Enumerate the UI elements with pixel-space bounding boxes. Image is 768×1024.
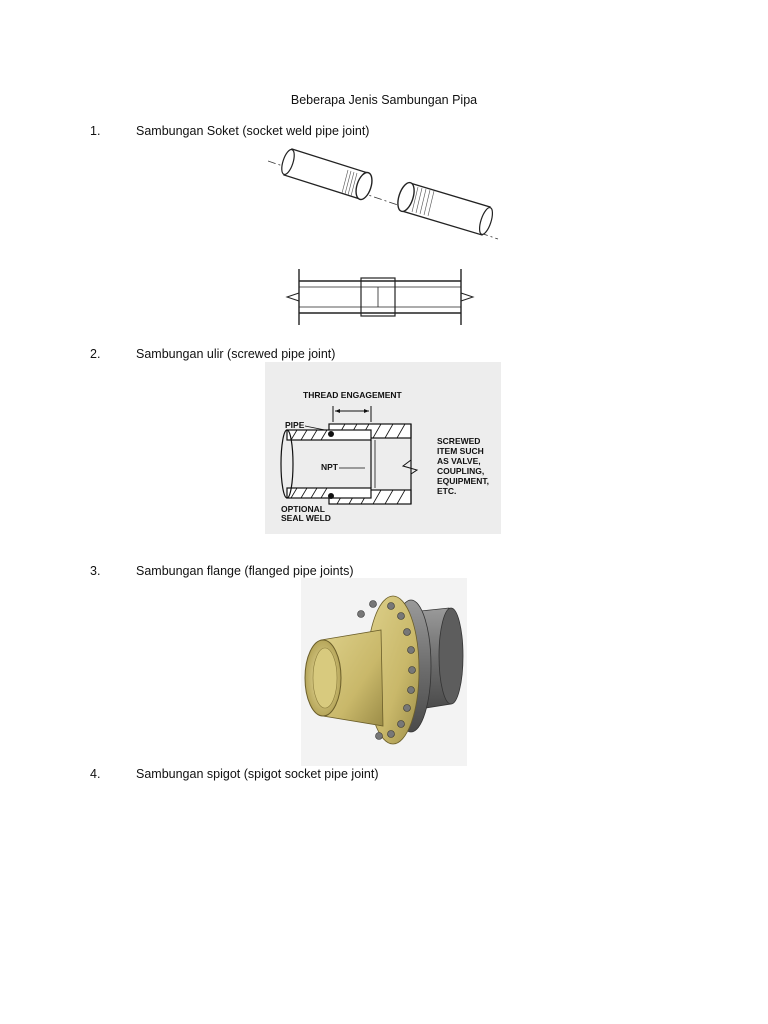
screwed-item-label-3: AS VALVE, — [437, 456, 481, 466]
page-title: Beberapa Jenis Sambungan Pipa — [290, 93, 478, 107]
pipe-label: PIPE — [285, 420, 305, 430]
list-item-screwed — [90, 347, 335, 361]
item-text: Sambungan flange (flanged pipe joints) — [136, 564, 354, 578]
item-text: Sambungan Soket (socket weld pipe joint) — [136, 124, 370, 138]
screwed-item-label-5: EQUIPMENT, — [437, 476, 489, 486]
item-number: 3. — [90, 564, 101, 578]
thread-engagement-label: THREAD ENGAGEMENT — [303, 390, 402, 400]
socket-weld-assembled-figure — [285, 265, 477, 327]
screwed-item-label-6: ETC. — [437, 486, 457, 496]
item-number: 1. — [90, 124, 101, 138]
screwed-item-label-1: SCREWED — [437, 436, 481, 446]
item-text: Sambungan ulir (screwed pipe joint) — [136, 347, 336, 361]
npt-label: NPT — [321, 462, 338, 472]
item-number: 4. — [90, 767, 101, 781]
screwed-joint-figure — [265, 362, 501, 534]
list-item-socket — [90, 124, 369, 138]
list-item-flange — [90, 564, 354, 578]
flanged-joint-figure — [301, 578, 467, 766]
screwed-item-label-4: COUPLING, — [437, 466, 485, 476]
socket-weld-exploded-figure — [268, 143, 500, 245]
screwed-item-label-2: ITEM SUCH — [437, 446, 484, 456]
list-item-spigot — [90, 767, 379, 781]
seal-weld-label: SEAL WELD — [281, 513, 331, 523]
optional-label: OPTIONAL — [281, 504, 325, 514]
item-number: 2. — [90, 347, 101, 361]
item-text: Sambungan spigot (spigot socket pipe joint) — [136, 767, 379, 781]
